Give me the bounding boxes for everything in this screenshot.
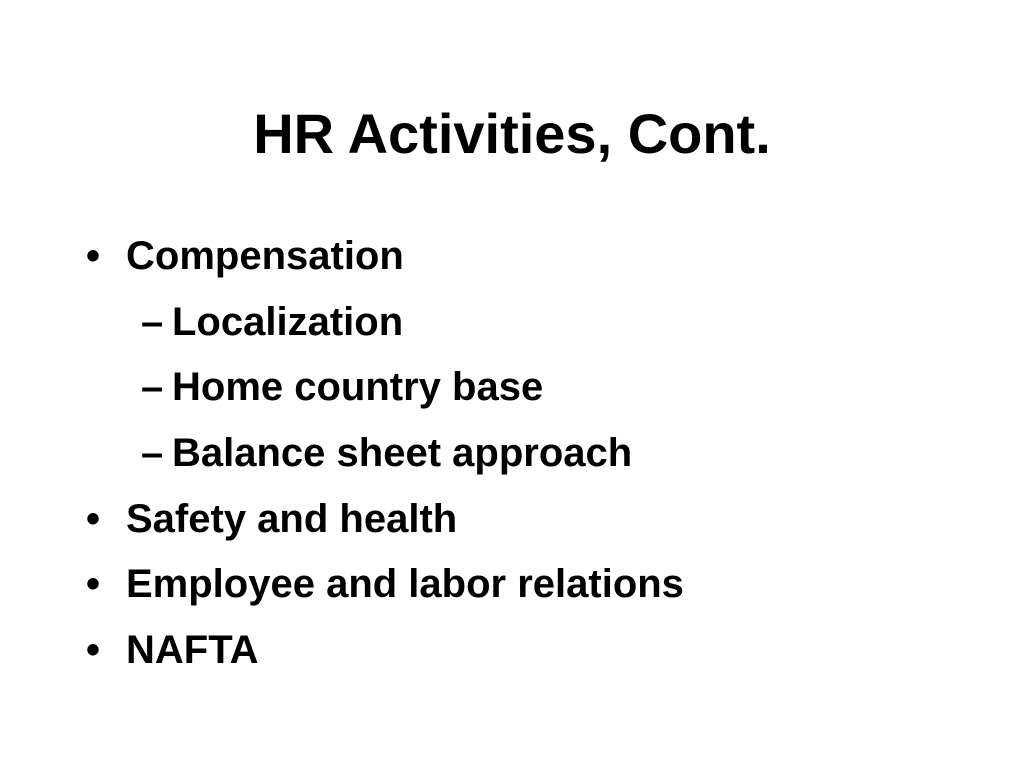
bullet-marker: • <box>86 562 101 606</box>
bullet-item-compensation: Compensation <box>126 234 404 278</box>
sub-bullet-item-home-country-base: Home country base <box>172 365 544 409</box>
bullet-marker: • <box>86 497 101 541</box>
sub-bullet-marker: – <box>141 365 164 409</box>
bullet-item-nafta: NAFTA <box>126 628 259 672</box>
slide-title: HR Activities, Cont. <box>253 102 771 165</box>
sub-bullet-marker: – <box>141 300 164 344</box>
sub-bullet-item-localization: Localization <box>172 300 404 344</box>
sub-bullet-marker: – <box>141 431 164 475</box>
bullet-item-employee-and-labor-relations: Employee and labor relations <box>126 562 684 606</box>
sub-bullet-item-balance-sheet-approach: Balance sheet approach <box>172 431 633 475</box>
bullet-marker: • <box>86 234 101 278</box>
bullet-item-safety-and-health: Safety and health <box>126 497 458 541</box>
bullet-marker: • <box>86 628 101 672</box>
